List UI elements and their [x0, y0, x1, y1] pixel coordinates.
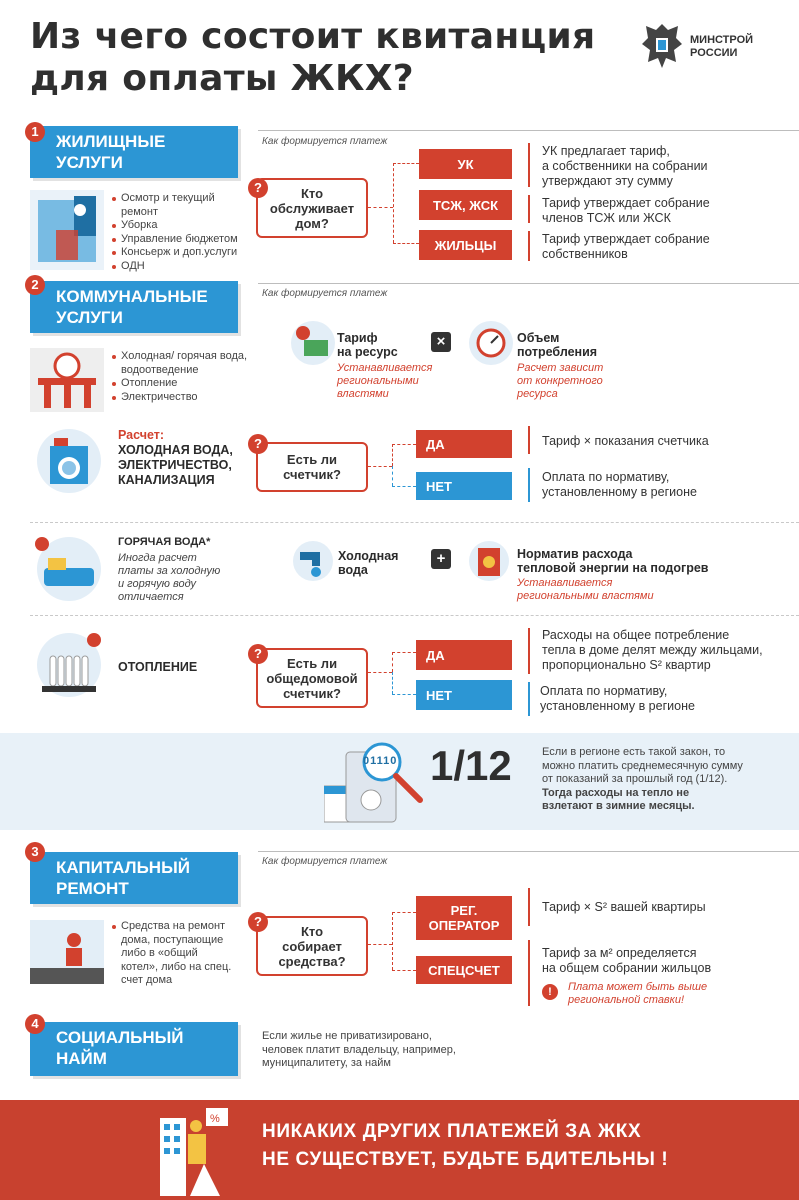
question-common-meter: Есть ли общедомовой счетчик?	[256, 648, 368, 708]
option-residents: ЖИЛЬЦЫ	[419, 230, 512, 260]
section-1-title: ЖИЛИЩНЫЕ УСЛУГИ	[30, 126, 238, 178]
volume-label: Объем потребления	[517, 331, 598, 359]
norm-doc-icon	[468, 540, 510, 582]
option-tszh: ТСЖ, ЖСК	[419, 190, 512, 220]
title-line-2: для оплаты ЖКХ?	[30, 58, 414, 99]
list-item: Электричество	[112, 391, 272, 405]
section-4-title: СОЦИАЛЬНЫЙ НАЙМ	[30, 1022, 238, 1076]
meter-no-text: Оплата по нормативу, установленному в регионе	[542, 470, 697, 499]
hot-water-note: Иногда расчет платы за холодную и горячую воду отличается	[118, 552, 221, 603]
hot-water-title: ГОРЯЧАЯ ВОДА*	[118, 536, 211, 548]
warning-icon: !	[542, 984, 558, 1000]
list-item: ОДН	[112, 260, 252, 274]
fraction-label: 1/12	[430, 742, 512, 789]
buildings-person-icon	[150, 1104, 240, 1196]
list-item: Уборка	[112, 219, 252, 233]
tszh-description: Тариф утверждает собрание членов ТСЖ или ЖСК	[542, 196, 710, 225]
section-4-number: 4	[25, 1014, 45, 1034]
norm-label: Норматив расхода тепловой энергии на подогрев	[517, 547, 709, 575]
gauge-icon	[468, 320, 514, 366]
multiply-icon: ×	[431, 332, 451, 352]
question-mark-icon: ?	[248, 434, 268, 454]
list-item: Холодная/ горячая вода,	[112, 350, 272, 364]
question-mark-icon: ?	[248, 912, 268, 932]
section-3-text: Средства на ремонт дома, поступающие либо в «общий котел», либо на спец. счет дома	[112, 920, 242, 988]
plus-icon: +	[431, 549, 451, 569]
uk-description: УК предлагает тариф, а собственники на собрании утверждают эту сумму	[542, 144, 708, 188]
section-3-caption: Как формируется платеж	[262, 856, 388, 867]
list-item-cont: ремонт	[121, 205, 159, 218]
list-item: Отопление	[112, 377, 272, 391]
question-who-serves: Кто обслуживает дом?	[256, 178, 368, 238]
section-2-list	[112, 350, 272, 404]
meter-yes: ДА	[416, 430, 512, 458]
logo: МИНСТРОЙ РОССИИ	[690, 34, 754, 59]
list-item-cont: водоотведение	[121, 363, 199, 376]
tap-icon	[292, 540, 334, 582]
radiator-icon	[34, 632, 104, 698]
meter-readout: 01110	[363, 755, 398, 767]
heating-title: ОТОПЛЕНИЕ	[118, 660, 198, 674]
cold-water-label: Холодная вода	[338, 549, 399, 577]
list-item: Осмотр и текущий	[112, 192, 252, 206]
list-item: Управление бюджетом	[112, 233, 252, 247]
section-2-caption: Как формируется платеж	[262, 288, 388, 299]
section-1-number: 1	[25, 122, 45, 142]
percent-sign: %	[210, 1113, 220, 1125]
option-uk: УК	[419, 149, 512, 179]
volume-note: Расчет зависит от конкретного ресурса	[517, 362, 604, 400]
emblem-icon	[638, 20, 686, 72]
question-mark-icon: ?	[248, 178, 268, 198]
section-3-title: КАПИТАЛЬНЫЙ РЕМОНТ	[30, 852, 238, 904]
question-mark-icon: ?	[248, 644, 268, 664]
washing-machine-icon	[36, 428, 102, 494]
band-text: Если в регионе есть такой закон, то можно платить среднемесячную сумму от показаний за прошлый год (1/12). Тогда расходы на тепло не взлетают в зимние месяцы.	[542, 746, 743, 812]
option-special-account: СПЕЦСЧЕТ	[416, 956, 512, 984]
common-meter-yes-text: Расходы на общее потребление тепла в доме делят между жильцами, пропорционально S² квартир	[542, 628, 763, 672]
question-meter: Есть ли счетчик?	[256, 442, 368, 492]
meter-yes-text: Тариф × показания счетчика	[542, 434, 709, 448]
tariff-note: Устанавливается региональными властями	[337, 362, 433, 400]
option-regional-operator: РЕГ. ОПЕРАТОР	[416, 896, 512, 940]
tariff-label: Тариф на ресурс	[337, 331, 398, 359]
section-2-title: КОММУНАЛЬНЫЕ УСЛУГИ	[30, 281, 238, 333]
section-2-number: 2	[25, 275, 45, 295]
tariff-icon	[290, 320, 336, 366]
regional-operator-text: Тариф × S² вашей квартиры	[542, 900, 706, 914]
section-3-number: 3	[25, 842, 45, 862]
section-4-text: Если жилье не приватизировано, человек платит владельцу, например, муниципалитету, за найм	[262, 1030, 456, 1069]
norm-note: Устанавливается региональными властями	[517, 577, 654, 602]
title-line-1: Из чего состоит квитанция	[30, 16, 596, 57]
residents-description: Тариф утверждает собрание собственников	[542, 232, 710, 261]
section-1-caption: Как формируется платеж	[262, 136, 388, 147]
bathtub-icon	[34, 536, 104, 602]
worker-illustration-icon	[30, 920, 104, 984]
list-item: Консьерж и доп.услуги	[112, 246, 252, 260]
pipes-illustration-icon	[30, 348, 104, 412]
common-meter-no: НЕТ	[416, 680, 512, 710]
common-meter-yes: ДА	[416, 640, 512, 670]
special-account-text: Тариф за м² определяется на общем собрании жильцов	[542, 946, 712, 975]
footer-text: НИКАКИХ ДРУГИХ ПЛАТЕЖЕЙ ЗА ЖКХ НЕ СУЩЕСТВУЕТ, БУДЬТЕ БДИТЕЛЬНЫ !	[262, 1121, 669, 1170]
warning-text: Плата может быть выше региональной ставки!	[568, 981, 708, 1006]
cleaning-illustration-icon	[30, 190, 104, 270]
question-who-collects: Кто собирает средства?	[256, 916, 368, 976]
common-meter-no-text: Оплата по нормативу, установленному в регионе	[540, 684, 695, 713]
section-1-list	[112, 192, 252, 274]
meter-no: НЕТ	[416, 472, 512, 500]
calc-block: Расчет: ХОЛОДНАЯ ВОДА, ЭЛЕКТРИЧЕСТВО, КАНАЛИЗАЦИЯ	[118, 428, 233, 487]
page-title	[30, 16, 595, 100]
